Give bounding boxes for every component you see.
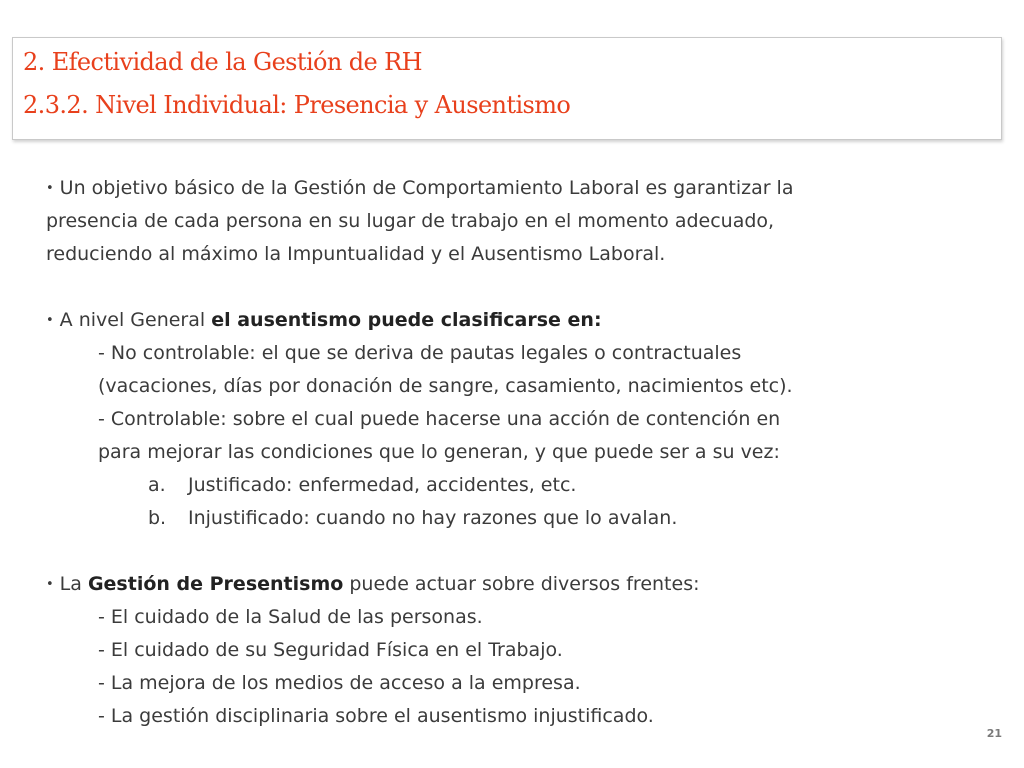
bullet-icon: •	[46, 577, 54, 592]
sub-item-injustificado: b. Injustificado: cuando no hay razones que lo avalan.	[46, 502, 1006, 535]
slide-body	[46, 172, 1006, 733]
presentismo-line: - El cuidado de la Salud de las personas.	[98, 606, 483, 628]
bullet-objective-line-1: • Un objetivo básico de la Gestión de Comportamiento Laboral es garantizar la	[46, 177, 794, 199]
classification-line: - No controlable: el que se deriva de pautas legales o contractuales	[98, 342, 742, 364]
page-number: 21	[986, 727, 1002, 740]
sub-item-marker: b.	[148, 507, 167, 529]
sub-item-justificado: a. Justificado: enfermedad, accidentes, etc.	[46, 469, 1006, 502]
title-box	[12, 37, 1002, 140]
presentismo-line: - La gestión disciplinaria sobre el ausentismo injustificado.	[98, 705, 654, 727]
bold-phrase: Gestión de Presentismo	[87, 573, 344, 595]
classification-line: - Controlable: sobre el cual puede hacerse una acción de contención en	[98, 408, 781, 430]
slide-title: 2. Efectividad de la Gestión de RH	[23, 48, 422, 76]
classification-line: (vacaciones, días por donación de sangre, casamiento, nacimientos etc).	[98, 375, 793, 397]
bold-phrase: el ausentismo puede clasificarse en:	[211, 309, 602, 331]
bullet-classification-intro: • A nivel General el ausentismo puede clasificarse en:	[46, 309, 602, 331]
sub-item-marker: a.	[148, 474, 166, 496]
bullet-icon: •	[46, 313, 54, 328]
presentismo-line: - El cuidado de su Seguridad Física en el Trabajo.	[98, 639, 563, 661]
bullet-objective-line-3: reduciendo al máximo la Impuntualidad y el Ausentismo Laboral.	[46, 243, 666, 265]
classification-line: para mejorar las condiciones que lo generan, y que puede ser a su vez:	[98, 441, 780, 463]
presentismo-line: - La mejora de los medios de acceso a la empresa.	[98, 672, 581, 694]
bullet-objective-line-2: presencia de cada persona en su lugar de trabajo en el momento adecuado,	[46, 210, 775, 232]
slide-subtitle: 2.3.2. Nivel Individual: Presencia y Ausentismo	[23, 91, 571, 119]
bullet-presentismo-intro: • La Gestión de Presentismo puede actuar sobre diversos frentes:	[46, 573, 700, 595]
bullet-icon: •	[46, 181, 54, 196]
